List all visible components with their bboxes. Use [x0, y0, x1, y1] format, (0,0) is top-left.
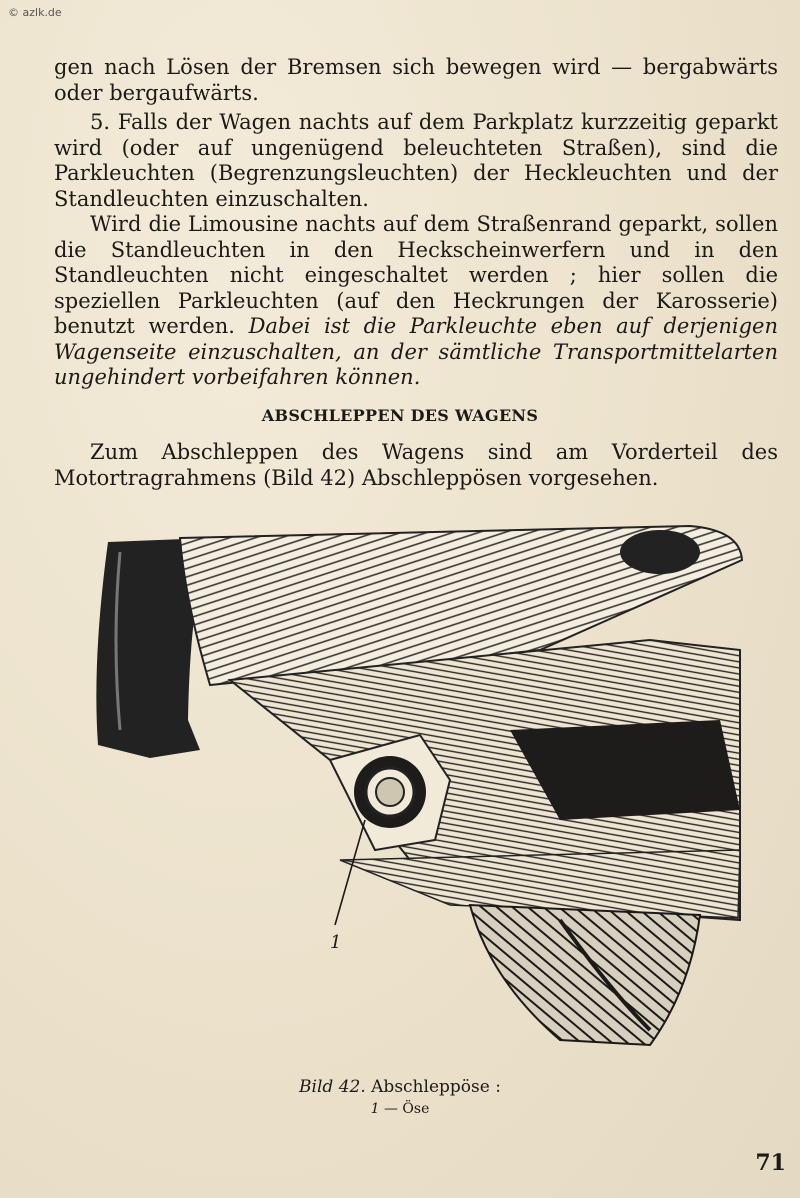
paragraph-text [54, 212, 778, 391]
paragraph-normal-text: Wird die Limousine nachts auf dem Straßenrand geparkt, sollen die Standleuchten in den Heckscheinwerfern und in den Standleuchten nicht eingeschaltet werden ; hier sollen die speziellen Parkleuchten (auf den Heckrungen der Karosserie) benutzt werden. [54, 212, 778, 338]
paragraph-text: Zum Abschleppen des Wagens sind am Vorderteil des Motortragrahmens (Bild 42) Abschleppösen vorgesehen. [54, 440, 778, 490]
paragraph-item-5 [54, 110, 778, 212]
paragraph-parking-lights [54, 212, 778, 391]
legend-text: — Öse [383, 1101, 430, 1117]
watermark: © azlk.de [8, 6, 62, 19]
paragraph-towing [54, 440, 778, 491]
paragraph-text: 5. Falls der Wagen nachts auf dem Parkplatz kurzzeitig geparkt wird (oder auf ungenügend beleuchteten Straßen), sind die Parkleuchten (Begrenzungsleuchten) der Heckleuchten und der Standleuchten einzuschalten. [54, 110, 778, 211]
paragraph-italic-text: Dabei ist die Parkleuchte eben auf derjenigen Wagenseite einzuschalten, an der sämtliche Transportmittelarten ungehindert vorbeifahren können. [54, 314, 778, 389]
tire [470, 905, 700, 1045]
callout-leader [335, 820, 365, 925]
figure-caption [0, 1077, 800, 1097]
paragraph-continuation [54, 55, 778, 106]
figure-legend [0, 1101, 800, 1117]
caption-label: Bild 42. [299, 1077, 366, 1097]
page-number: 71 [755, 1150, 786, 1176]
section-heading: ABSCHLEPPEN DES WAGENS [261, 406, 539, 425]
legend-number: 1 [370, 1101, 380, 1117]
caption-text: Abschleppöse : [371, 1077, 501, 1097]
towing-eye-illustration [90, 520, 750, 1060]
callout-number: 1 [330, 932, 342, 953]
paragraph-text: gen nach Lösen der Bremsen sich bewegen wird — bergabwärts oder bergaufwärts. [54, 55, 778, 105]
